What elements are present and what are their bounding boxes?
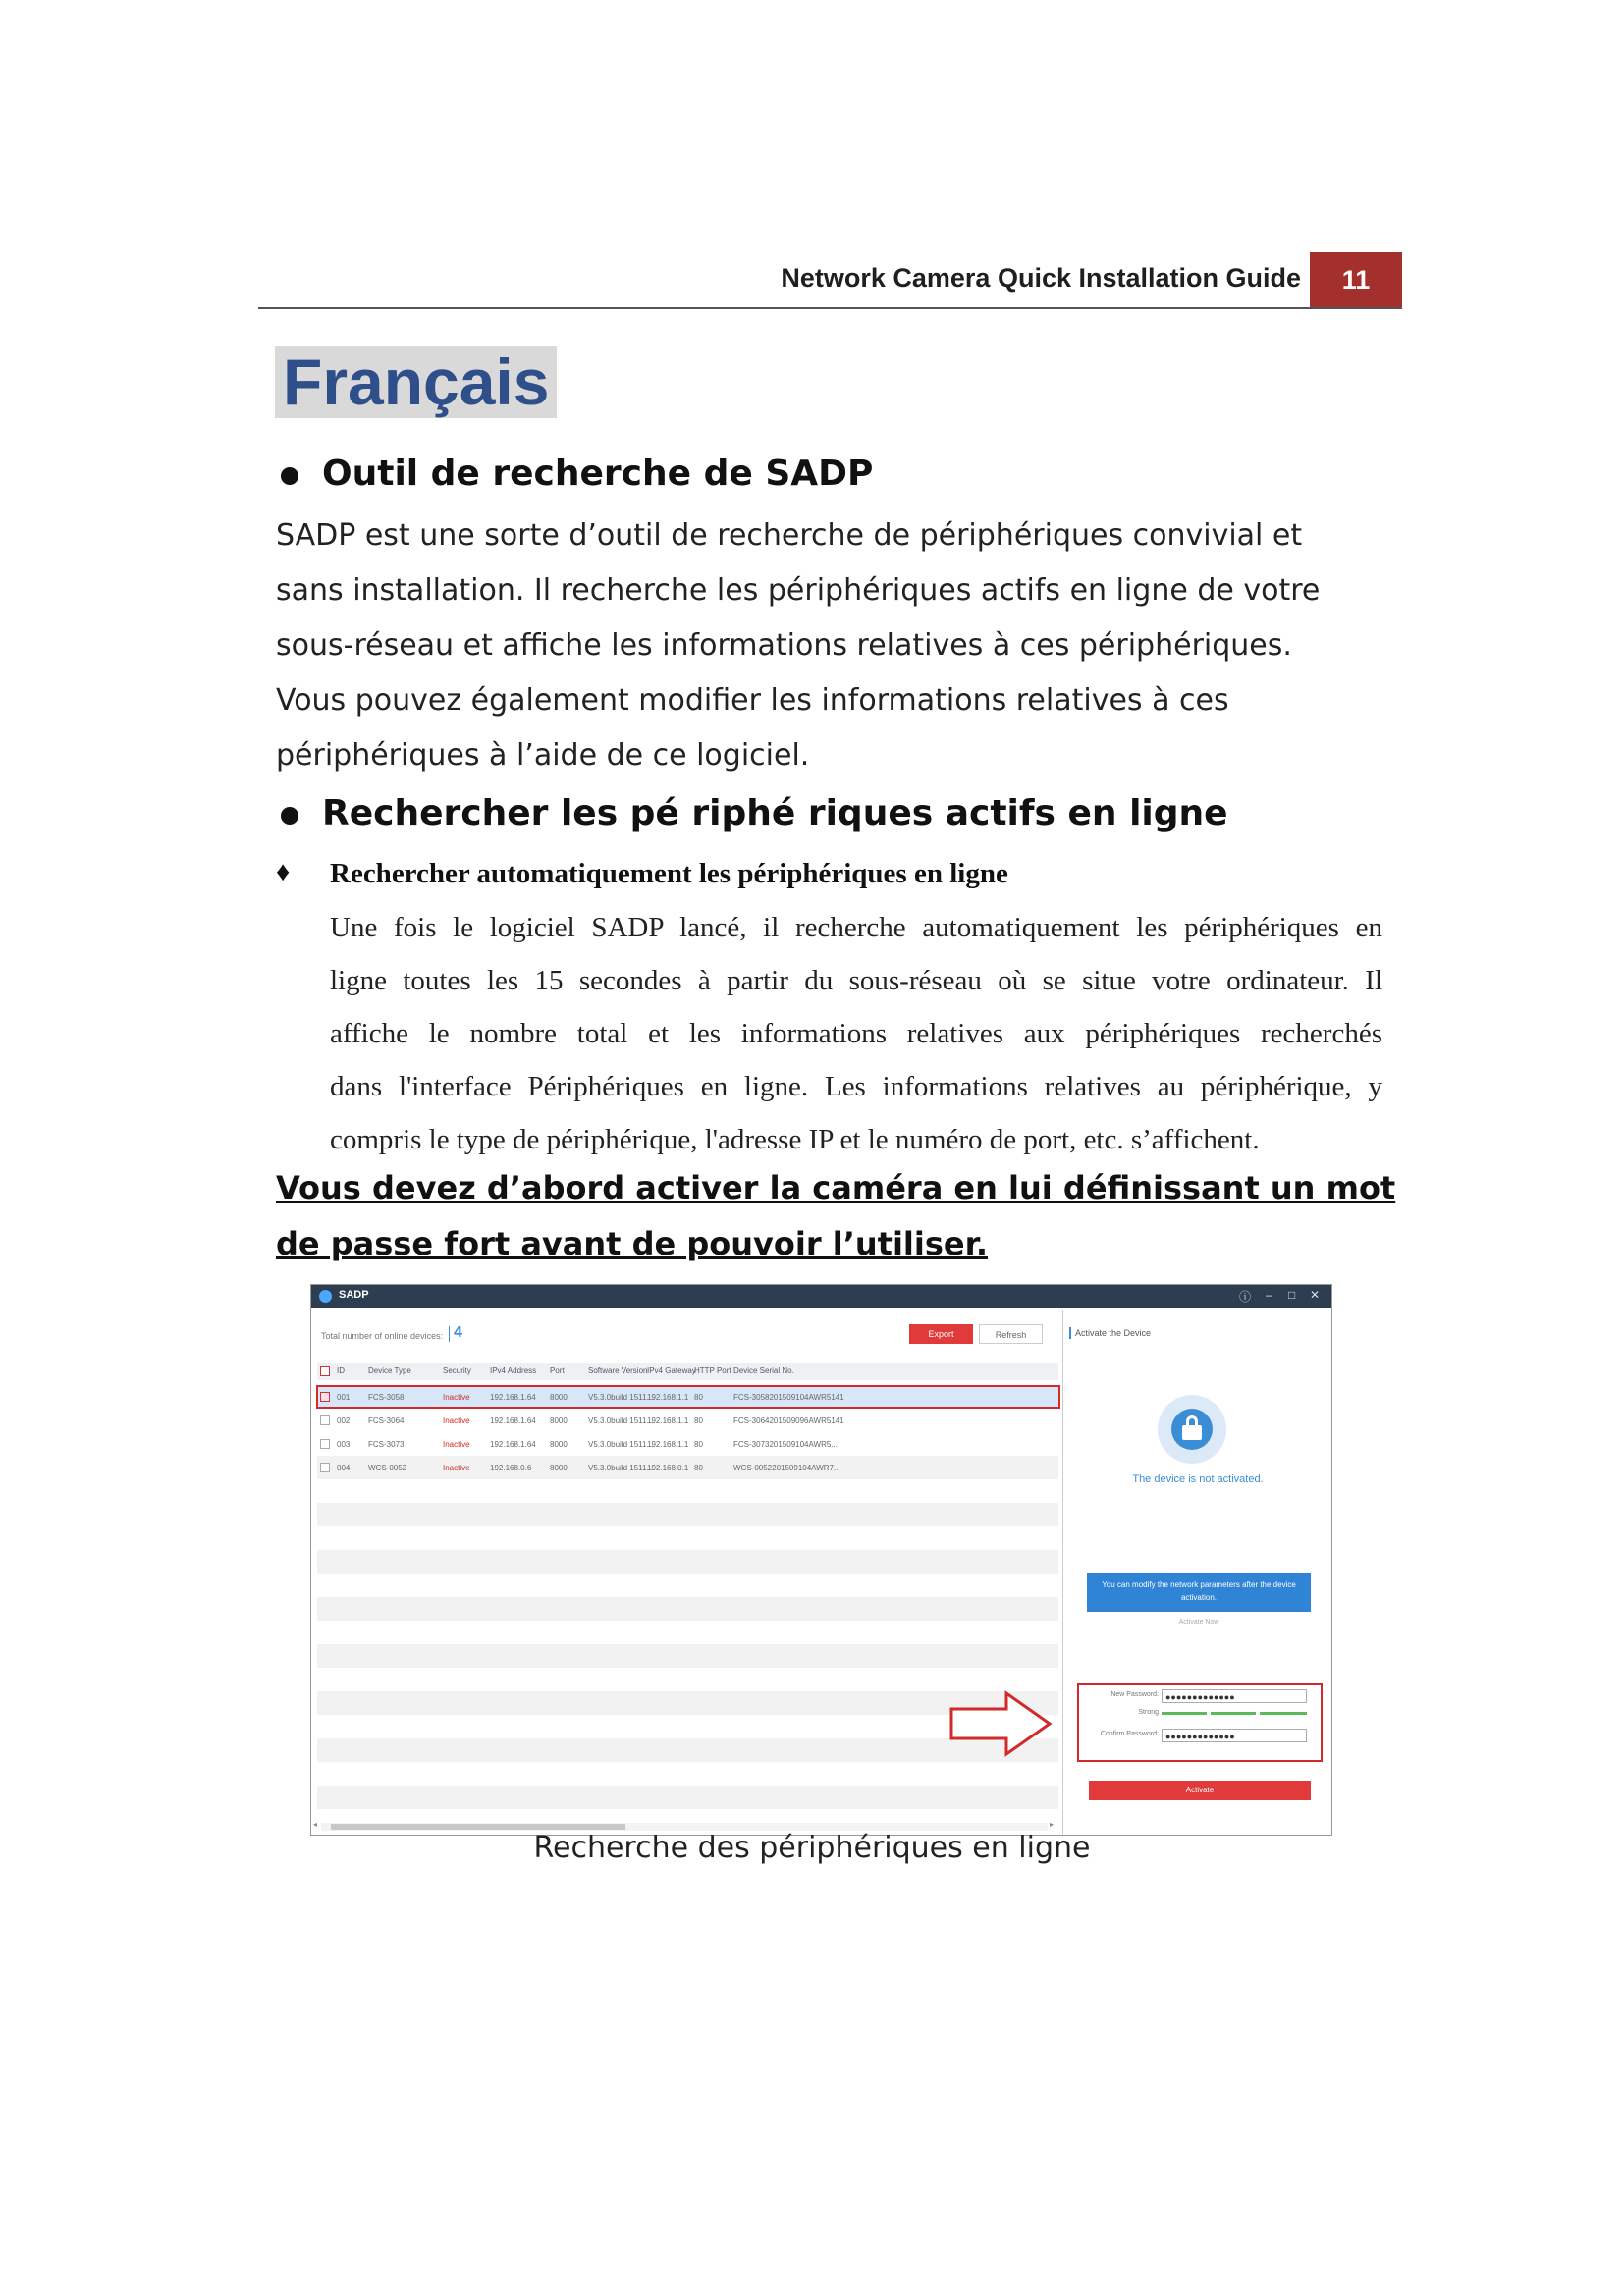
cell-ip: 192.168.0.6 [490, 1464, 532, 1472]
minimize-icon[interactable]: – [1266, 1288, 1272, 1302]
paragraph-line: compris le type de périphérique, l'adresse IP et le numéro de port, etc. s’affichent. [330, 1124, 1260, 1155]
column-header[interactable]: Software Version [588, 1366, 648, 1375]
cell-id: 004 [337, 1464, 351, 1472]
total-devices-count: 4 [454, 1324, 462, 1341]
cell-http: 80 [694, 1416, 703, 1425]
confirm-password-label: Confirm Password: [1100, 1731, 1159, 1737]
cell-type: FCS-3073 [368, 1440, 405, 1449]
activate-panel-title: Activate the Device [1075, 1328, 1152, 1338]
strength-bar-segment [1211, 1712, 1256, 1715]
cell-version: V5.3.0build 1511... [588, 1416, 654, 1425]
cell-type: WCS-0052 [368, 1464, 407, 1472]
page-number: 11 [1310, 252, 1402, 308]
cell-ip: 192.168.1.64 [490, 1416, 536, 1425]
panel-title-marker [1069, 1327, 1071, 1339]
row-checkbox[interactable] [320, 1463, 330, 1472]
column-header[interactable]: Security [443, 1366, 471, 1375]
cell-serial: FCS-3064201509096AWR5141 [733, 1416, 844, 1425]
cell-version: V5.3.0build 1511... [588, 1464, 654, 1472]
empty-row [317, 1550, 1058, 1574]
maximize-icon[interactable]: □ [1288, 1288, 1296, 1302]
cell-gateway: 192.168.1.1 [647, 1440, 689, 1449]
table-row[interactable] [317, 1409, 1058, 1432]
language-heading: Français [275, 346, 557, 418]
cell-security: Inactive [443, 1440, 470, 1449]
cell-type: FCS-3064 [368, 1416, 405, 1425]
section1-paragraph [276, 508, 1385, 783]
sadp-titlebar [311, 1285, 1331, 1308]
paragraph-line: périphériques à l’aide de ce logiciel. [276, 738, 810, 773]
section2-paragraph [330, 901, 1382, 1166]
activate-now-label: Activate Now [1178, 1619, 1219, 1626]
subsection-heading: Rechercher automatiquement les périphériques en ligne [330, 858, 1008, 889]
cell-serial: WCS-0052201509104AWR7... [733, 1464, 840, 1472]
cell-security: Inactive [443, 1393, 470, 1402]
cell-id: 003 [337, 1440, 351, 1449]
cell-ip: 192.168.1.64 [490, 1393, 536, 1402]
paragraph-line: Vous pouvez également modifier les informations relatives à ces [276, 683, 1229, 718]
cell-port: 8000 [550, 1464, 568, 1472]
cell-version: V5.3.0build 1511... [588, 1393, 654, 1402]
empty-row [317, 1786, 1058, 1809]
activation-info-box: You can modify the network parameters after the device activation. [1087, 1573, 1311, 1612]
paragraph-line: ligne toutes les 15 secondes à partir du sous-réseau où se situe votre ordinateur. Il [330, 965, 1382, 996]
total-devices-label: Total number of online devices: [321, 1331, 444, 1341]
header-title: Network Camera Quick Installation Guide [781, 263, 1301, 293]
cell-gateway: 192.168.0.1 [647, 1464, 689, 1472]
info-icon[interactable]: ⓘ [1239, 1290, 1252, 1304]
sadp-screenshot [310, 1284, 1332, 1836]
scroll-left-icon[interactable]: ◂ [313, 1820, 318, 1829]
section1-heading: Outil de recherche de SADP [322, 454, 874, 494]
figure-caption: Recherche des périphériques en ligne [533, 1831, 1091, 1865]
close-icon[interactable]: ✕ [1310, 1288, 1321, 1302]
bullet-icon [281, 807, 298, 825]
table-row[interactable] [317, 1456, 1058, 1479]
diamond-bullet-icon: ♦ [276, 857, 291, 887]
paragraph-line: Une fois le logiciel SADP lancé, il recherche automatiquement les périphériques en [330, 912, 1382, 943]
cell-http: 80 [694, 1440, 703, 1449]
bullet-icon [281, 467, 298, 485]
header-rule [258, 307, 1402, 309]
column-header[interactable]: Device Type [368, 1366, 411, 1375]
export-button[interactable]: Export [909, 1324, 973, 1344]
new-password-label: New Password: [1110, 1691, 1159, 1698]
column-header[interactable]: ID [337, 1366, 345, 1375]
new-password-input[interactable]: ●●●●●●●●●●●●● [1162, 1689, 1307, 1703]
cell-serial: FCS-3058201509104AWR5141 [733, 1393, 844, 1402]
cell-serial: FCS-3073201509104AWR5... [733, 1440, 838, 1449]
lock-body [1182, 1425, 1202, 1440]
not-activated-text: The device is not activated. [1132, 1473, 1264, 1485]
cell-http: 80 [694, 1464, 703, 1472]
activate-button[interactable]: Activate [1089, 1781, 1311, 1800]
table-row[interactable] [317, 1432, 1058, 1456]
cell-security: Inactive [443, 1416, 470, 1425]
cell-port: 8000 [550, 1440, 568, 1449]
cell-version: V5.3.0build 1511... [588, 1440, 654, 1449]
row-checkbox[interactable] [320, 1415, 330, 1425]
warning-line: Vous devez d’abord activer la caméra en lui définissant un mot [276, 1169, 1396, 1206]
cell-ip: 192.168.1.64 [490, 1440, 536, 1449]
cell-type: FCS-3058 [368, 1393, 405, 1402]
scrollbar-thumb[interactable] [331, 1824, 625, 1830]
paragraph-line: dans l'interface Périphériques en ligne. Les informations relatives au périphérique, y [330, 1071, 1382, 1102]
cell-http: 80 [694, 1393, 703, 1402]
refresh-button[interactable]: Refresh [979, 1324, 1043, 1344]
column-header[interactable]: IPv4 Address [490, 1366, 537, 1375]
empty-row [317, 1597, 1058, 1621]
cell-id: 002 [337, 1416, 351, 1425]
cell-port: 8000 [550, 1416, 568, 1425]
warning-line: de passe fort avant de pouvoir l’utiliser. [276, 1225, 988, 1262]
divider [449, 1326, 450, 1342]
cell-id: 001 [337, 1393, 351, 1402]
scroll-right-icon[interactable]: ▸ [1050, 1820, 1055, 1829]
strength-bar-segment [1260, 1712, 1307, 1715]
column-header[interactable]: Device Serial No. [733, 1366, 794, 1375]
sadp-app-title: SADP [339, 1289, 369, 1301]
selected-row-highlight [316, 1385, 1060, 1409]
select-all-checkbox[interactable] [320, 1366, 330, 1376]
red-arrow-icon [947, 1689, 1056, 1758]
empty-row [317, 1503, 1058, 1526]
cell-gateway: 192.168.1.1 [647, 1393, 689, 1402]
sadp-logo-icon [319, 1290, 332, 1303]
panel-divider [1062, 1310, 1063, 1835]
paragraph-line: sans installation. Il recherche les périphériques actifs en ligne de votre [276, 573, 1321, 608]
confirm-password-input[interactable]: ●●●●●●●●●●●●● [1162, 1729, 1307, 1742]
row-checkbox[interactable] [320, 1439, 330, 1449]
section2-heading: Rechercher les pé riphé riques actifs en ligne [322, 793, 1228, 833]
paragraph-line: SADP est une sorte d’outil de recherche de périphériques convivial et [276, 518, 1303, 553]
paragraph-line: affiche le nombre total et les informations relatives aux périphériques recherchés [330, 1018, 1382, 1049]
column-header[interactable]: IPv4 Gateway [647, 1366, 696, 1375]
strength-bar-segment [1162, 1712, 1207, 1715]
cell-port: 8000 [550, 1393, 568, 1402]
strength-label: Strong [1138, 1709, 1159, 1716]
paragraph-line: sous-réseau et affiche les informations relatives à ces périphériques. [276, 628, 1292, 663]
cell-security: Inactive [443, 1464, 470, 1472]
empty-row [317, 1644, 1058, 1668]
cell-gateway: 192.168.1.1 [647, 1416, 689, 1425]
device-table-header [317, 1363, 1058, 1380]
column-header[interactable]: HTTP Port [694, 1366, 731, 1375]
column-header[interactable]: Port [550, 1366, 565, 1375]
